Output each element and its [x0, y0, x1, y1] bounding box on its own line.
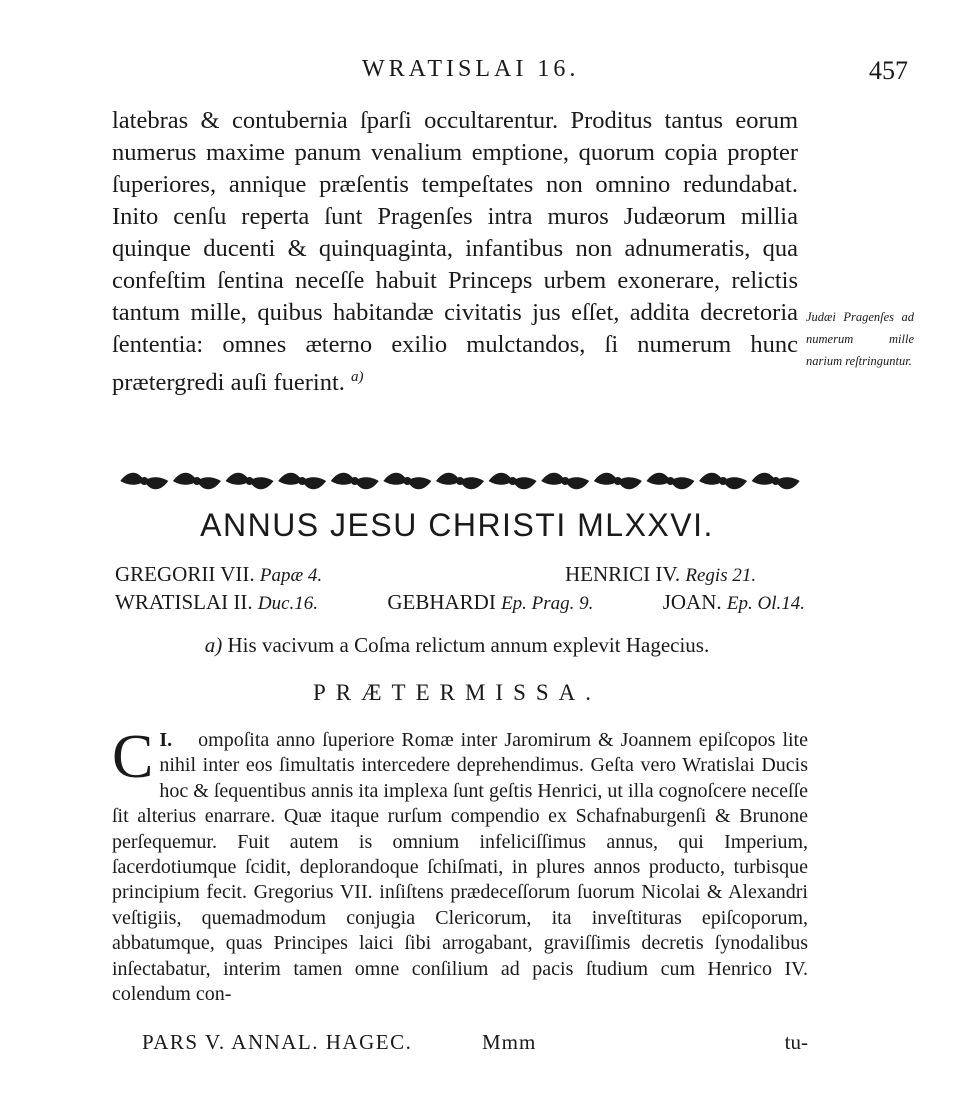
section-heading: PRÆTERMISSA. — [312, 680, 602, 705]
page-footer — [112, 1030, 808, 1066]
ornament-fleuron — [594, 473, 642, 490]
marginal-note: Judæi Pragenſes ad numerum mille narium reſtringuntur. — [806, 310, 914, 368]
ornament-fleuron — [541, 473, 589, 490]
rulers-row-2 — [115, 588, 805, 616]
ornament-fleuron — [646, 473, 694, 490]
catchword: tu- — [784, 1030, 808, 1054]
ornament-divider — [118, 466, 802, 496]
section-paragraph: ompoſita anno ſuperiore Romæ inter Jaromirum & Joannem epiſcopos lite nihil inter eos ſimultatis intercedere deprehendimus. Geſta vero Wratislai Ducis hoc & ſequentibus annis ita implexa ſunt geſtis Henrici, ut illa cognoſcere neceſſe ſit alterius enarrare. Quæ itaque rurſum compendio ex Schafnaburgenſi & Brunone perſequemur. Fuit autem is omnium infeliciſſimus annus, qui Imperium, ſacerdotiumque ſcidit, deplorandoque ſchiſmati, in plures annos producto, turbisque principium fecit. Gregorius VII. inſiſtens prædeceſſorum ſuorum Nicolai & Alexandri veſtigiis, quemadmodum conjugia Clericorum, ita inveſtituras epiſcoporum, abbatumque, quas Principes laici ſibi arrogabant, graviſſimis decretis ſynodalibus inſectabatur, interim tamen omne conſilium ad pacis ſtudium cum Henrico IV. colendum con- — [112, 729, 808, 1006]
ornament-fleuron — [331, 473, 379, 490]
ornament-fleuron — [120, 473, 168, 490]
ornament-fleuron — [752, 473, 800, 490]
body-text-section-i — [112, 723, 808, 1007]
ornament-fleuron — [436, 473, 484, 490]
ruler-bishop-olomouc: JOAN. Ep. Ol.14. — [662, 590, 805, 614]
ruler-duke: WRATISLAI II. Duc.16. — [115, 590, 319, 614]
footnote — [112, 630, 802, 660]
footnote-marker: a) — [204, 633, 223, 657]
ornament-fleuron — [278, 473, 326, 490]
rulers-block — [115, 560, 805, 616]
signature-mark: Mmm — [482, 1030, 537, 1054]
ornament-fleuron — [383, 473, 431, 490]
rulers-row-1 — [115, 560, 805, 588]
footer-title: PARS V. ANNAL. HAGEC. — [142, 1030, 413, 1054]
page-number: 457 — [869, 56, 908, 85]
footnote-reference: a) — [351, 369, 364, 385]
ornament-fleuron — [489, 473, 537, 490]
running-head-title: WRATISLAI 16. — [362, 56, 580, 82]
drop-cap: C — [112, 723, 154, 791]
running-head — [112, 52, 908, 92]
body-paragraph-top: latebras & contubernia ſparſi occultarentur. Proditus tantus eorum numerus maxime panum venalium emptione, quorum copia propter ſuperiores, annique præſentis tempeſtates non omnino redundabat. Inito cenſu reperta ſunt Pragenſes intra muros Judæorum millia quinque ducenti & quinquaginta, infantibus non adnumeratis, qua confeſtim ſentina neceſſe habuit Princeps urbem exonerare, relictis tantum mille, quibus habitandæ civitatis jus eſſet, addita decretoria ſententia: omnes æterno exilio mulctandos, ſi numerum hunc prætergredi auſi fuerint. — [112, 107, 798, 397]
year-heading: ANNUS JESU CHRISTI MLXXVI. — [200, 507, 714, 543]
ornament-fleuron — [699, 473, 747, 490]
ruler-bishop-prague: GEBHARDI Ep. Prag. 9. — [387, 590, 594, 614]
ornament-fleuron — [226, 473, 274, 490]
ruler-king: HENRICI IV. Regis 21. — [565, 562, 757, 586]
ruler-pope: GREGORII VII. Papæ 4. — [115, 562, 323, 586]
ornament-fleuron — [173, 473, 221, 490]
section-number: I. — [159, 729, 173, 751]
footnote-text: His vacivum a Coſma relictum annum explevit Hagecius. — [227, 633, 710, 657]
body-text-top — [112, 105, 798, 399]
